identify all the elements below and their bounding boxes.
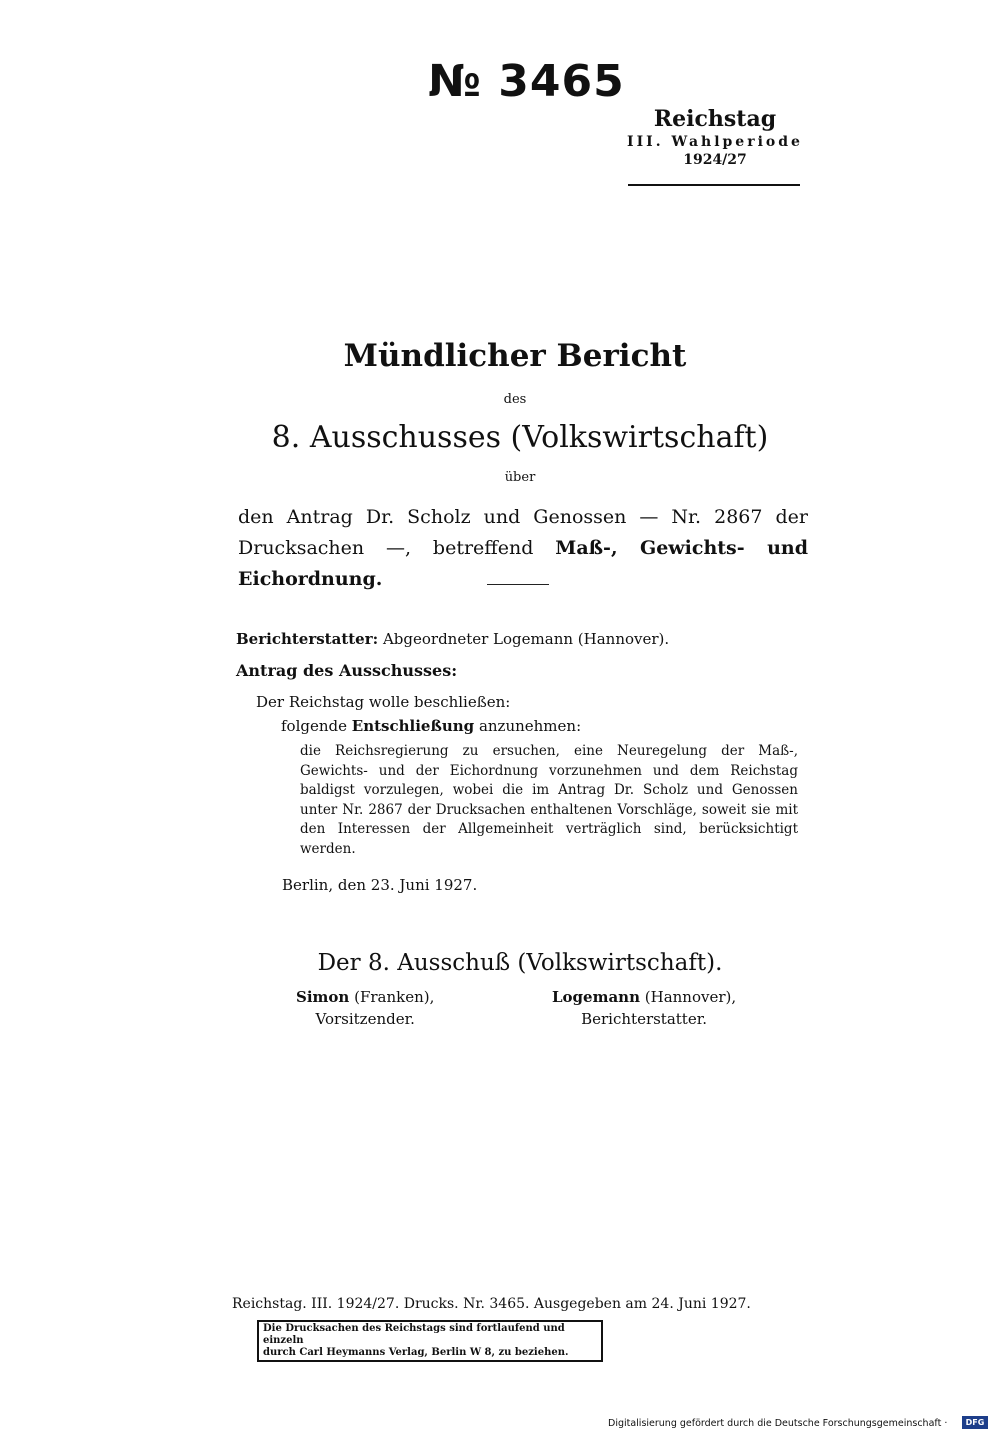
signed-by: Der 8. Ausschuß (Volkswirtschaft). xyxy=(317,950,723,976)
report-title: Mündlicher Bericht xyxy=(343,338,687,374)
motion-sub-post: anzunehmen: xyxy=(474,717,582,735)
subject-text: den Antrag Dr. Scholz und Genossen — Nr. 2867 der Drucksachen —, betreffend xyxy=(238,506,808,559)
section-divider xyxy=(487,584,549,585)
motion-sub-pre: folgende xyxy=(281,717,352,735)
footer-line: Reichstag. III. 1924/27. Drucks. Nr. 3465. Ausgegeben am 24. Juni 1927. xyxy=(232,1296,751,1312)
sig-right-role: Berichterstatter. xyxy=(581,1010,708,1028)
committee-name: 8. Ausschusses (Volkswirtschaft) xyxy=(271,420,769,455)
header-rule xyxy=(628,184,800,186)
place-date: Berlin, den 23. Juni 1927. xyxy=(282,876,478,894)
subject-bold: Maß-, Gewichts- und Eichordnung. xyxy=(238,537,808,590)
sig-right-name: Logemann xyxy=(552,988,640,1006)
ueber-word: über xyxy=(504,470,536,485)
digitization-credit: Digitalisierung gefördert durch die Deutsche Forschungsgemeinschaft · xyxy=(608,1418,948,1429)
motion-sub-bold: Entschließung xyxy=(351,717,475,735)
dfg-logo-icon: DFG xyxy=(962,1416,988,1429)
motion-intro: Der Reichstag wolle beschließen: xyxy=(256,693,511,711)
sig-left-region: (Franken), xyxy=(349,988,435,1006)
reichstag-period: III. Wahlperiode xyxy=(627,134,803,150)
reichstag-header xyxy=(615,106,815,168)
reporter-line xyxy=(236,630,669,648)
report-subject xyxy=(238,502,808,595)
resolution-text: die Reichsregierung zu ersuchen, eine Neuregelung der Maß-, Gewichts- und der Eichordnung vorzunehmen und dem Reichstag baldigst vorzulegen, wobei die im Antrag Dr. Scholz und Genossen unter Nr. 2867 der Drucksachen enthaltenen Vorschläge, soweit sie mit den Interessen der Allgemeinheit verträglich sind, berücksichtigt werden. xyxy=(300,743,798,857)
sig-right-region: (Hannover), xyxy=(640,988,737,1006)
footer-box-line1: Die Drucksachen des Reichstags sind fortlaufend und einzeln xyxy=(263,1323,565,1346)
reporter-label: Berichterstatter: xyxy=(236,630,379,648)
document-number: № 3465 xyxy=(428,56,625,107)
reichstag-title: Reichstag xyxy=(653,106,777,132)
motion-heading-text: Antrag des Ausschusses: xyxy=(236,661,458,680)
footer-notice-box xyxy=(257,1320,603,1362)
signature-right xyxy=(552,988,736,1028)
sig-left-name: Simon xyxy=(296,988,350,1006)
reichstag-years: 1924/27 xyxy=(683,152,747,168)
footer-box-line2: durch Carl Heymanns Verlag, Berlin W 8, zu beziehen. xyxy=(263,1347,569,1358)
des-word: des xyxy=(503,392,527,407)
signature-left xyxy=(296,988,434,1028)
motion-heading xyxy=(236,661,457,680)
motion-sub xyxy=(281,717,581,735)
reporter-text: Abgeordneter Logemann (Hannover). xyxy=(382,630,670,648)
sig-left-role: Vorsitzender. xyxy=(315,1010,415,1028)
